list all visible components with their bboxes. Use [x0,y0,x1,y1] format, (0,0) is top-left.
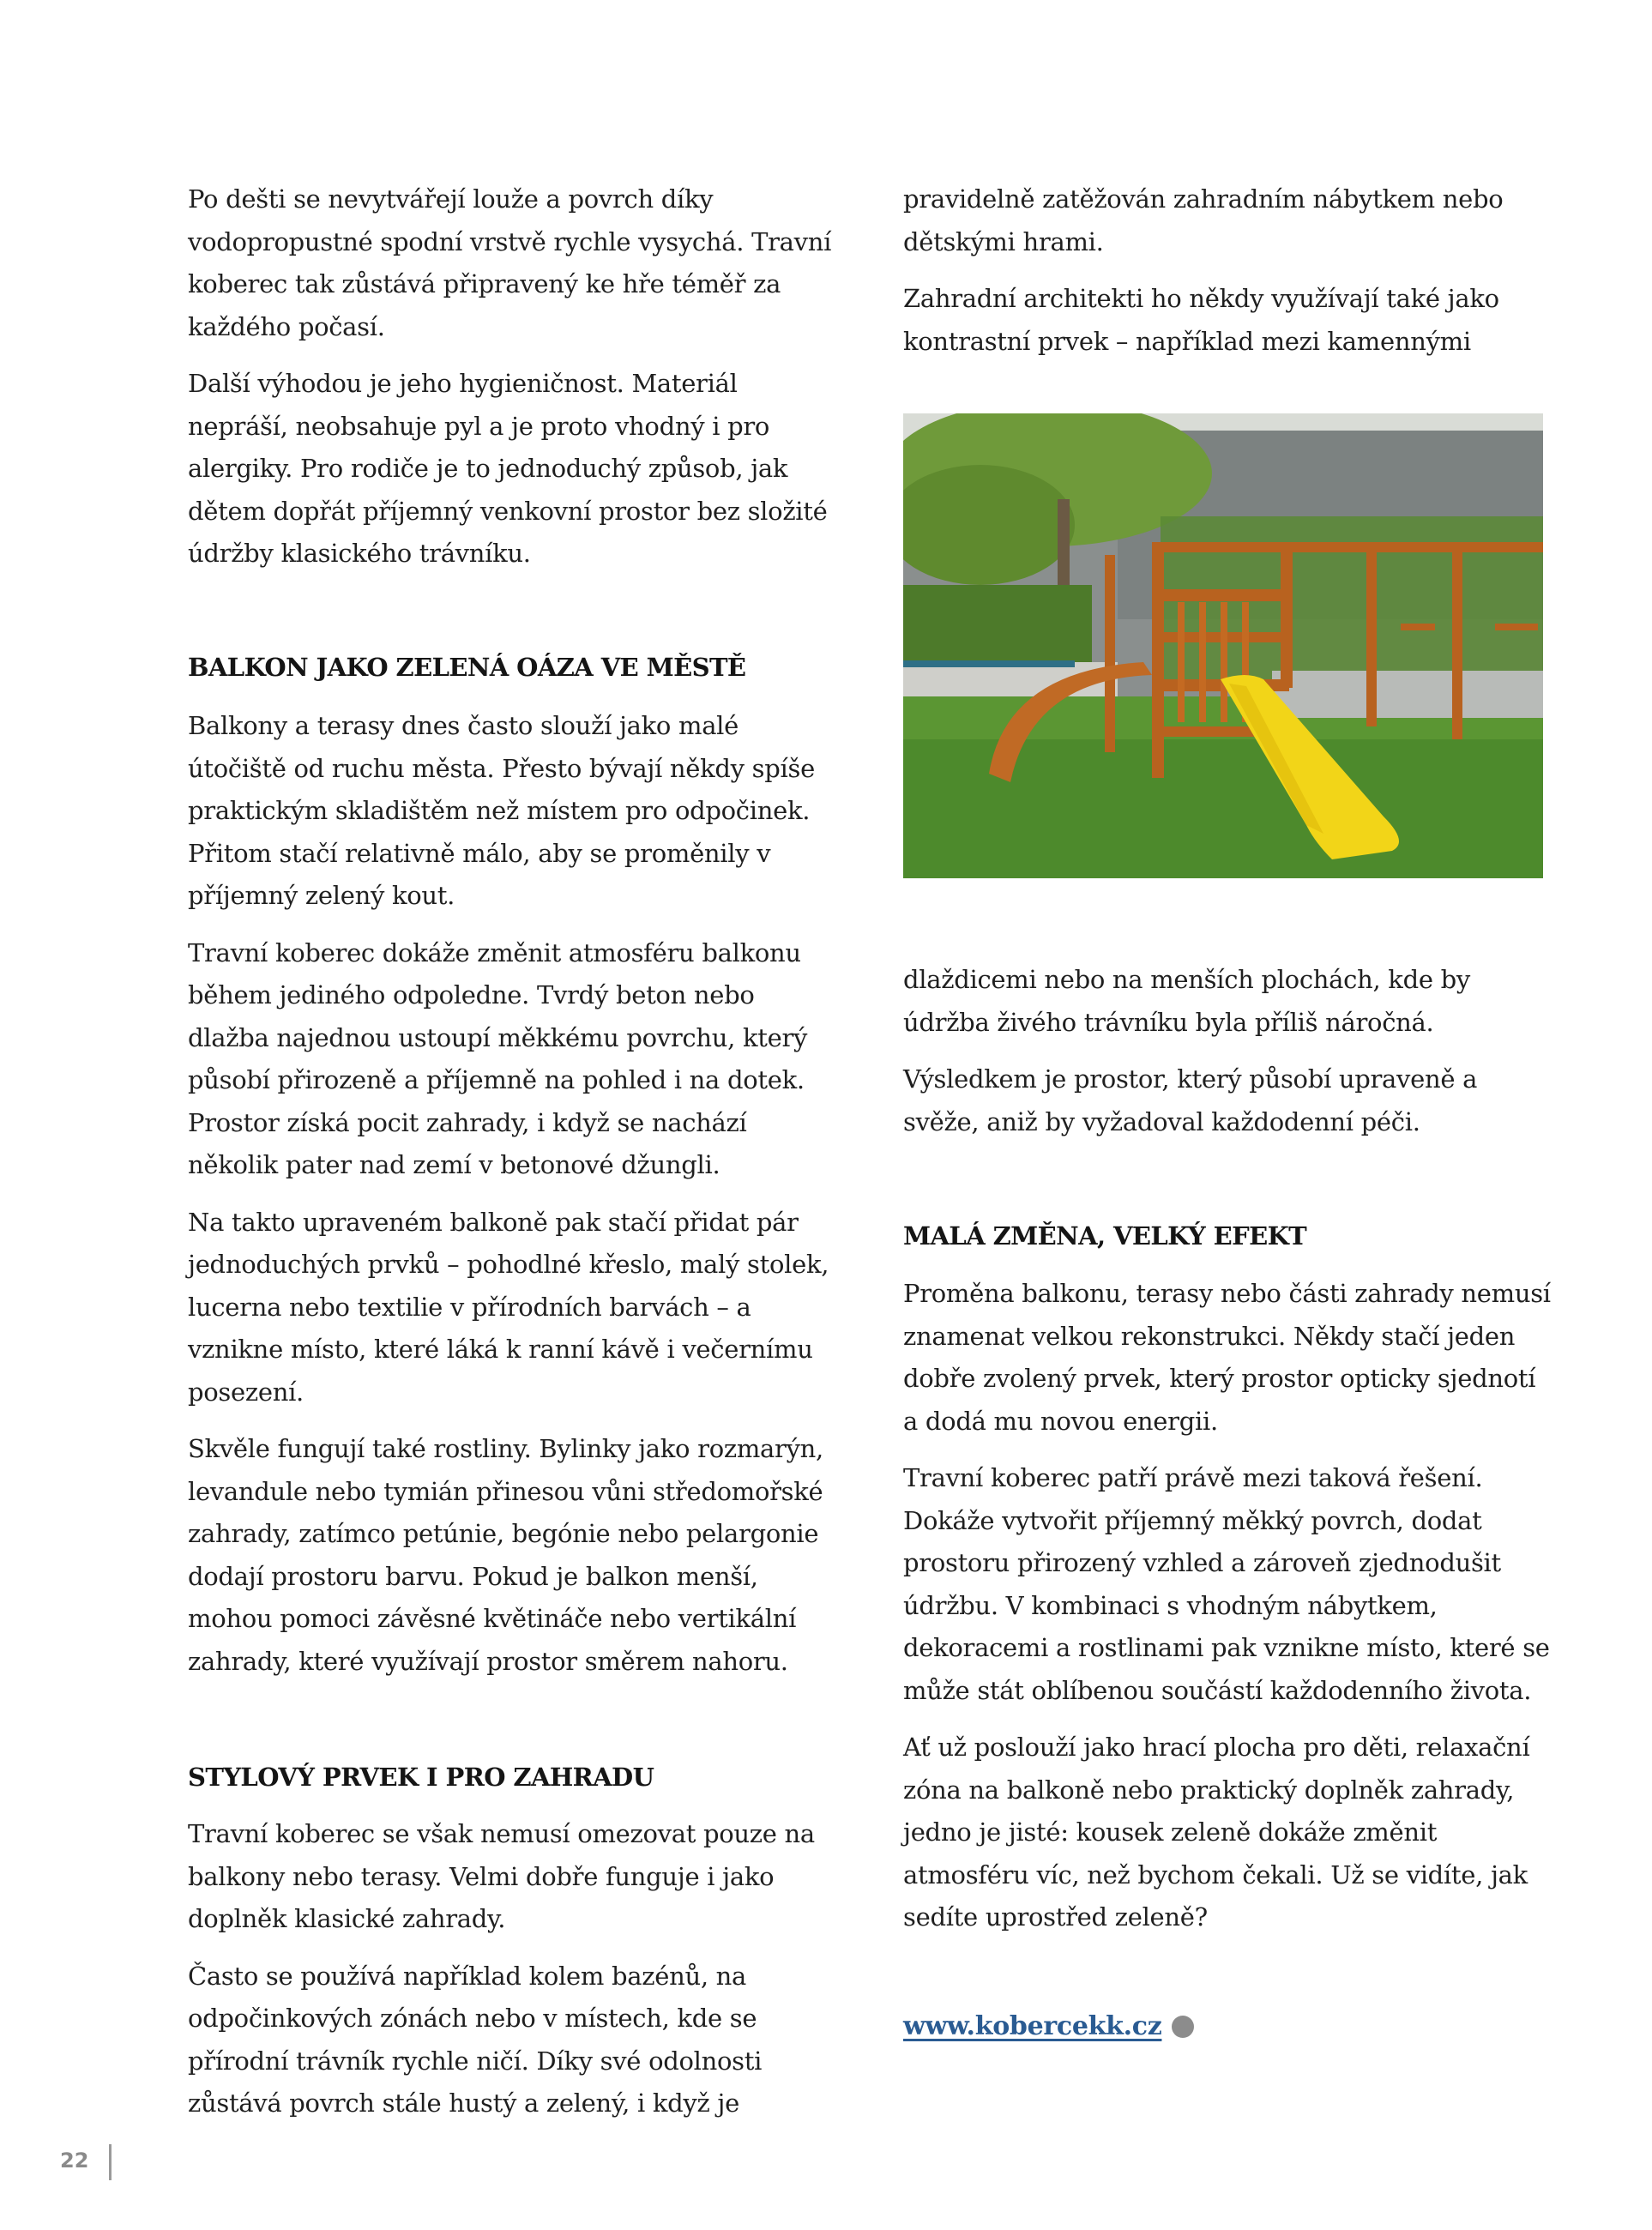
paragraph: Proměna balkonu, terasy nebo části zahrady nemusí znamenat velkou rekonstrukci. Někdy stačí jeden dobře zvolený prvek, který prostor opticky sjednotí a dodá mu novou energii. [903,1279,1551,1436]
paragraph: Balkony a terasy dnes často slouží jako malé útočiště od ruchu města. Přesto bývají někdy spíše praktickým skladištěm než místem pro odpočinek. Přitom stačí relativně málo, aby se proměnily v příjemný zelený kout. [188,711,815,910]
right-after-photo-text [903,959,1555,1158]
section-heading-zahrada: STYLOVÝ PRVEK I PRO ZAHRADU [188,1763,654,1792]
playground-illustration [903,413,1543,878]
paragraph: Skvěle fungují také rostliny. Bylinky jako rozmarýn, levandule nebo tymián přinesou vůni středomořské zahrady, zatímco petúnie, begónie nebo pelargonie dodají prostoru barvu. Pokud je balkon menší, mohou pomoci závěsné květináče nebo vertikální zahrady, které využívají prostor směrem nahoru. [188,1434,823,1676]
page-number-separator [109,2144,112,2180]
section-heading-balkon: BALKON JAKO ZELENÁ OÁZA VE MĚSTĚ [188,653,746,682]
website-link[interactable]: www.kobercekk.cz [903,2011,1162,2041]
paragraph: Na takto upraveném balkoně pak stačí přidat pár jednoduchých prvků – pohodlné křeslo, malý stolek, lucerna nebo textilie v přírodních barvách – a vznikne místo, které láká k ranní kávě i večernímu posezení. [188,1207,829,1407]
section-efekt-body [903,1273,1555,1954]
paragraph: Travní koberec se však nemusí omezovat pouze na balkony nebo terasy. Velmi dobře funguje i jako doplněk klasické zahrady. [188,1819,815,1933]
paragraph: pravidelně zatěžován zahradním nábytkem nebo dětskými hrami. [903,184,1504,256]
website-link-row [903,2011,1194,2041]
paragraph: Často se používá například kolem bazénů, na odpočinkových zónách nebo v místech, kde se přírodní trávník rychle ničí. Díky své odolnosti zůstává povrch stále hustý a zelený, i když je [188,1961,763,2118]
paragraph: Travní koberec dokáže změnit atmosféru balkonu během jediného odpoledne. Tvrdý beton nebo dlažba najednou ustoupí měkkému povrchu, který působí přirozeně a příjemně na pohled i na dotek. Prostor získá pocit zahrady, i když se nachází několik pater nad zemí v betonové džungli. [188,937,808,1179]
paragraph: Ať už poslouží jako hrací plocha pro děti, relaxační zóna na balkoně nebo praktický doplněk zahrady, jedno je jisté: kousek zeleně dokáže změnit atmosféru víc, než bychom čekali. Už se vidíte, jak sedíte uprostřed zeleně? [903,1733,1530,1932]
page-number: 22 [60,2149,89,2173]
paragraph: Travní koberec patří právě mezi taková řešení. Dokáže vytvořit příjemný měkký povrch, dodat prostoru přirozený vzhled a zároveň zjednodušit údržbu. V kombinaci s vhodným nábytkem, dekoracemi a rostlinami pak vznikne místo, které se může stát oblíbenou součástí každodenního života. [903,1463,1550,1705]
section-heading-efekt: MALÁ ZMĚNA, VELKÝ EFEKT [903,1221,1307,1251]
intro-text-block [188,178,840,590]
playground-photo [903,413,1543,878]
right-top-text-block [903,178,1555,377]
section-balkon-body [188,705,840,1697]
paragraph: Výsledkem je prostor, který působí upraveně a svěže, aniž by vyžadoval každodenní péči. [903,1064,1478,1136]
paragraph: Další výhodou je jeho hygieničnost. Materiál nepráší, neobsahuje pyl a je proto vhodný i pro alergiky. Pro rodiče je to jednoduchý způsob, jak dětem dopřát příjemný venkovní prostor bez složité údržby klasického trávníku. [188,369,828,568]
paragraph: dlaždicemi nebo na menších plochách, kde by údržba živého trávníku byla příliš náročná. [903,965,1470,1037]
paragraph: Zahradní architekti ho někdy využívají také jako kontrastní prvek – například mezi kamennými [903,284,1499,356]
gray-dot-icon [1172,2016,1194,2038]
section-zahrada-body [188,1813,840,2140]
paragraph: Po dešti se nevytvářejí louže a povrch díky vodopropustné spodní vrstvě rychle vysychá. Travní koberec tak zůstává připravený ke hře téměř za každého počasí. [188,184,832,341]
